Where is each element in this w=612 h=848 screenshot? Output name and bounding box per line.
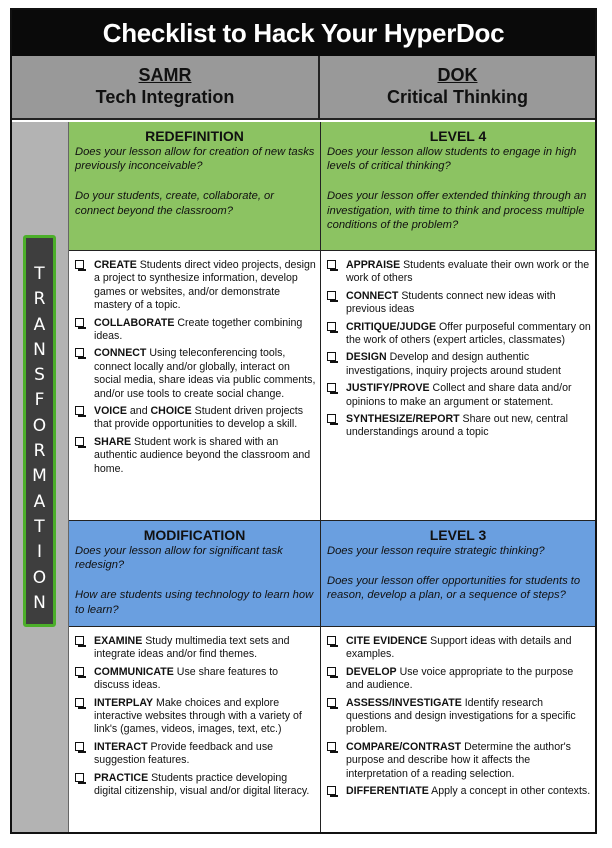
modification-question-1: Does your lesson allow for significant task redesign? (75, 545, 283, 572)
checkbox-icon[interactable] (75, 698, 84, 707)
dok-header-title: DOK (437, 65, 478, 85)
checklist-item-keyword: CREATE (94, 259, 137, 271)
checklist-item-keyword: COMPARE/CONTRAST (346, 740, 462, 753)
checklist-item (346, 321, 591, 348)
checklist-item-description: Students evaluate their own work or the work of others (346, 259, 590, 285)
level4-header-cell (321, 122, 595, 251)
checklist-item-description: Make choices and explore interactive websites through with a variety of link's (games, videos, images, text, etc.) (94, 696, 302, 736)
level4-question-1: Does your lesson allow students to engage in high levels of critical thinking? (327, 146, 577, 173)
checklist-item (346, 290, 591, 317)
checklist-item-description: Develop and design authentic investigations, inquiry projects around student (346, 351, 561, 377)
checklist-item-keyword: CONNECT (94, 347, 147, 360)
checklist-item-description: Support ideas with details and examples. (346, 635, 572, 661)
checkbox-icon[interactable] (75, 437, 84, 446)
modification-question-2: How are students using technology to learn how to learn? (75, 589, 314, 616)
level3-title: LEVEL 3 (429, 527, 487, 543)
samr-header-subtitle: Tech Integration (95, 87, 235, 107)
checklist-item-description: Student driven projects that provide opportunities to develop a skill. (94, 405, 304, 431)
checklist-item (346, 697, 591, 737)
checklist-item-keyword: ASSESS/INVESTIGATE (346, 696, 462, 709)
level4-checklist-cell (321, 251, 595, 521)
modification-checklist (69, 627, 320, 798)
checklist-item-description: Study multimedia text sets and integrate ideas and/or find themes. (94, 635, 290, 661)
checklist-item (94, 436, 316, 476)
checklist-item (346, 382, 591, 409)
level3-checklist-cell (321, 627, 595, 834)
checklist-item (346, 351, 591, 378)
level3-question-1: Does your lesson require strategic thinking? (327, 545, 545, 557)
side-column (12, 122, 69, 834)
checklist-item-keyword: APPRAISE (346, 259, 401, 271)
checkbox-icon[interactable] (327, 742, 336, 751)
checklist-item-keyword: JUSTIFY/PROVE (346, 382, 430, 395)
redefinition-checklist (69, 251, 320, 476)
checkbox-icon[interactable] (327, 352, 336, 361)
side-label-letter: A (33, 491, 46, 512)
checklist-item (94, 405, 316, 432)
side-label-letter: M (32, 466, 47, 487)
level3-question-2: Does your lesson offer opportunities for students to reason, develop a plan, or a sequence of steps? (327, 575, 581, 602)
checkbox-icon[interactable] (327, 786, 336, 795)
checklist-item (94, 259, 316, 313)
dok-header-subtitle: Critical Thinking (386, 87, 528, 107)
checkbox-icon[interactable] (75, 348, 84, 357)
checklist-item-description: Apply a concept in other contexts. (428, 785, 591, 798)
checkbox-icon[interactable] (75, 773, 84, 782)
checkbox-icon[interactable] (327, 414, 336, 423)
checklist-item-description: Using teleconferencing tools, connect locally and/or globally, interact on social media, share ideas via public comments, and/or use tools to create social change. (94, 347, 316, 400)
checklist-item (94, 697, 316, 737)
page-title: Checklist to Hack Your HyperDoc (12, 10, 595, 56)
side-label-letter: T (34, 516, 45, 537)
checkbox-icon[interactable] (75, 742, 84, 751)
checklist-item (94, 666, 316, 693)
checklist-item-description: Students connect new ideas with previous ideas (346, 289, 556, 316)
checklist-item-keyword: CHOICE (150, 405, 192, 418)
side-label-letter: O (32, 567, 47, 588)
checkbox-icon[interactable] (327, 636, 336, 645)
checklist-item-description: Share out new, central understandings around a topic (346, 413, 568, 439)
checklist-item-keyword: VOICE (94, 405, 127, 418)
redefinition-title: REDEFINITION (145, 128, 244, 144)
checkbox-icon[interactable] (327, 383, 336, 392)
redefinition-question-1: Does your lesson allow for creation of new tasks previously inconceivable? (75, 146, 315, 173)
checklist-item-description: Use share features to discuss ideas. (94, 665, 279, 692)
checklist-item-keyword: COMMUNICATE (94, 665, 174, 678)
level3-checklist (321, 627, 595, 798)
checklist-item-description: Student work is shared with an authentic audience beyond the classroom and home. (94, 435, 311, 475)
level4-question-2: Does your lesson offer extended thinking through an investigation, with time to think and process multiple conditions of the problem? (327, 190, 587, 231)
checklist-item-description: Students direct video projects, design a project to synthesize information, develop games or websites, and/or demonstrate mastery of a topic. (94, 259, 316, 312)
checklist-item-description: Use voice appropriate to the purpose and audience. (346, 665, 574, 692)
side-label-letter: O (32, 415, 47, 436)
side-label-letter: F (34, 390, 45, 411)
modification-header-cell (69, 521, 321, 627)
checkbox-icon[interactable] (327, 322, 336, 331)
checklist-item-keyword: CRITIQUE/JUDGE (346, 320, 437, 333)
modification-title: MODIFICATION (143, 527, 246, 543)
level4-checklist (321, 251, 595, 440)
checklist-item (346, 259, 591, 286)
level3-header-cell (321, 521, 595, 627)
checkbox-icon[interactable] (327, 260, 336, 269)
checklist-item-keyword: INTERACT (94, 740, 148, 753)
checkbox-icon[interactable] (75, 636, 84, 645)
level4-title: LEVEL 4 (429, 128, 487, 144)
side-label-letter: R (33, 289, 46, 310)
checkbox-icon[interactable] (327, 698, 336, 707)
checklist-item-keyword: EXAMINE (94, 635, 143, 647)
checklist-item-keyword: SHARE (94, 435, 132, 448)
checklist-item (346, 785, 591, 798)
side-label-letter: A (33, 314, 46, 335)
checklist-item (346, 666, 591, 693)
dok-header (320, 56, 595, 118)
checklist-item (94, 317, 316, 344)
checklist-item (94, 772, 316, 799)
checklist-item (346, 741, 591, 781)
checkbox-icon[interactable] (75, 667, 84, 676)
checklist-item-keyword: DIFFERENTIATE (346, 785, 429, 798)
side-label-letter: T (34, 264, 45, 284)
checklist-item-connector: and (126, 405, 151, 418)
checklist-item-keyword: SYNTHESIZE/REPORT (346, 413, 460, 426)
checklist-item-description: Identify research questions and design investigations for a specific problem. (346, 696, 576, 736)
checklist-item (94, 741, 316, 768)
redefinition-checklist-cell (69, 251, 321, 521)
checkbox-icon[interactable] (327, 667, 336, 676)
checklist-item-keyword: CONNECT (346, 289, 399, 302)
checkbox-icon[interactable] (75, 260, 84, 269)
side-label-letter: S (34, 365, 45, 386)
checklist-item (94, 635, 316, 662)
modification-checklist-cell (69, 627, 321, 834)
side-label-letter: I (36, 542, 42, 563)
checklist-item-description: Offer purposeful commentary on the work of others (expert articles, classmates) (346, 320, 591, 347)
checklist-item-description: Create together combining ideas. (94, 316, 303, 343)
checklist-item-keyword: INTERPLAY (94, 696, 154, 709)
transformation-label (23, 235, 56, 627)
checklist-item-description: Provide feedback and use suggestion features. (94, 740, 274, 767)
side-label-letter: N (33, 339, 46, 360)
redefinition-header-cell (69, 122, 321, 251)
checkbox-icon[interactable] (75, 318, 84, 327)
checklist-item (346, 413, 591, 440)
transformation-label-text (26, 262, 53, 616)
side-label-letter: N (33, 592, 46, 613)
column-headers (12, 56, 595, 120)
checklist-item-keyword: PRACTICE (94, 771, 149, 784)
samr-header-title: SAMR (138, 65, 192, 85)
redefinition-question-2: Do your students, create, collaborate, or connect beyond the classroom? (75, 190, 274, 217)
checklist-item-keyword: DESIGN (346, 351, 387, 364)
checklist-item-description: Students practice developing digital citizenship, visual and/or digital literacy. (94, 771, 310, 798)
checklist-item-description: Determine the author's purpose and describe how it affects the interpretation of a reading selection. (346, 740, 571, 780)
checklist-item-keyword: COLLABORATE (94, 316, 175, 329)
checkbox-icon[interactable] (327, 291, 336, 300)
checklist-item (94, 347, 316, 401)
side-label-letter: R (33, 441, 46, 462)
checkbox-icon[interactable] (75, 406, 84, 415)
checklist-item (346, 635, 591, 662)
checklist-item-description: Collect and share data and/or opinions to make an argument or statement. (346, 382, 572, 408)
samr-header (12, 56, 320, 118)
checklist-page (10, 8, 597, 834)
checklist-item-keyword: DEVELOP (346, 665, 397, 678)
checklist-item-keyword: CITE EVIDENCE (346, 635, 428, 647)
